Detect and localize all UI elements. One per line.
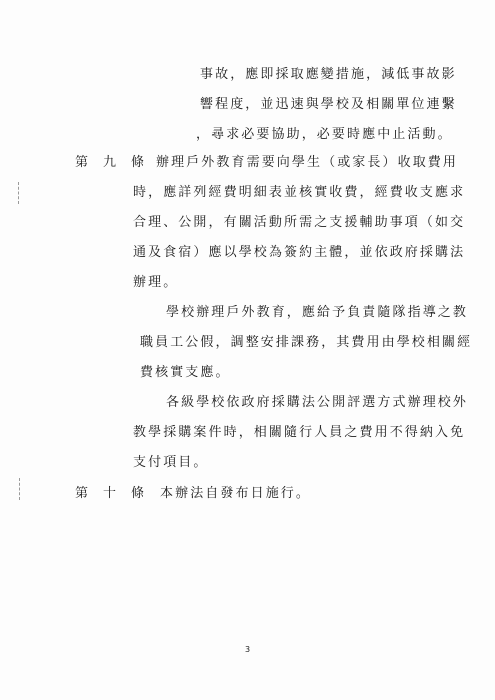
- text-line: 辦理戶外教育需要向學生（或家長）收取費用: [156, 155, 459, 170]
- text-line: 通及食宿）應以學校為簽約主體，並依政府採購法: [133, 245, 466, 260]
- text-line: 辦理。: [133, 275, 179, 290]
- text-line: 支付項目。: [133, 455, 209, 470]
- text-line: ，尋求必要協助，必要時應中止活動。: [196, 127, 453, 142]
- text-line: 職員工公假，調整安排課務，其費用由學校相關經: [140, 335, 473, 350]
- article-label-char: 條: [131, 486, 145, 501]
- page-number: 3: [244, 645, 251, 654]
- scan-mark: [18, 182, 25, 204]
- text-line: 時，應詳列經費明細表並核實收費，經費收支應求: [133, 185, 466, 200]
- text-line: 合理、公開，有關活動所需之支援輔助事項（如交: [133, 215, 466, 230]
- article-label-char: 九: [103, 155, 117, 170]
- text-line: 教學採購案件時，相關隨行人員之費用不得納入免: [133, 425, 466, 440]
- scan-mark: [19, 478, 26, 500]
- article-label-char: 第: [75, 486, 89, 501]
- article-label-char: 第: [75, 155, 89, 170]
- article-label-char: 十: [103, 486, 117, 501]
- article-label-char: 條: [131, 155, 145, 170]
- text-line: 響程度，並迅速與學校及相關單位連繫: [200, 97, 457, 112]
- text-line: 事故，應即採取應變措施，減低事故影: [200, 67, 457, 82]
- text-line: 費核實支應。: [140, 365, 231, 380]
- text-line: 本辦法自發布日施行。: [160, 486, 312, 501]
- text-line: 學校辦理戶外教育，應給予負責隨隊指導之教: [166, 305, 469, 320]
- article-9-label: [75, 155, 144, 171]
- text-line: 各級學校依政府採購法公開評選方式辦理校外: [166, 395, 469, 410]
- article-10-label: [75, 486, 144, 502]
